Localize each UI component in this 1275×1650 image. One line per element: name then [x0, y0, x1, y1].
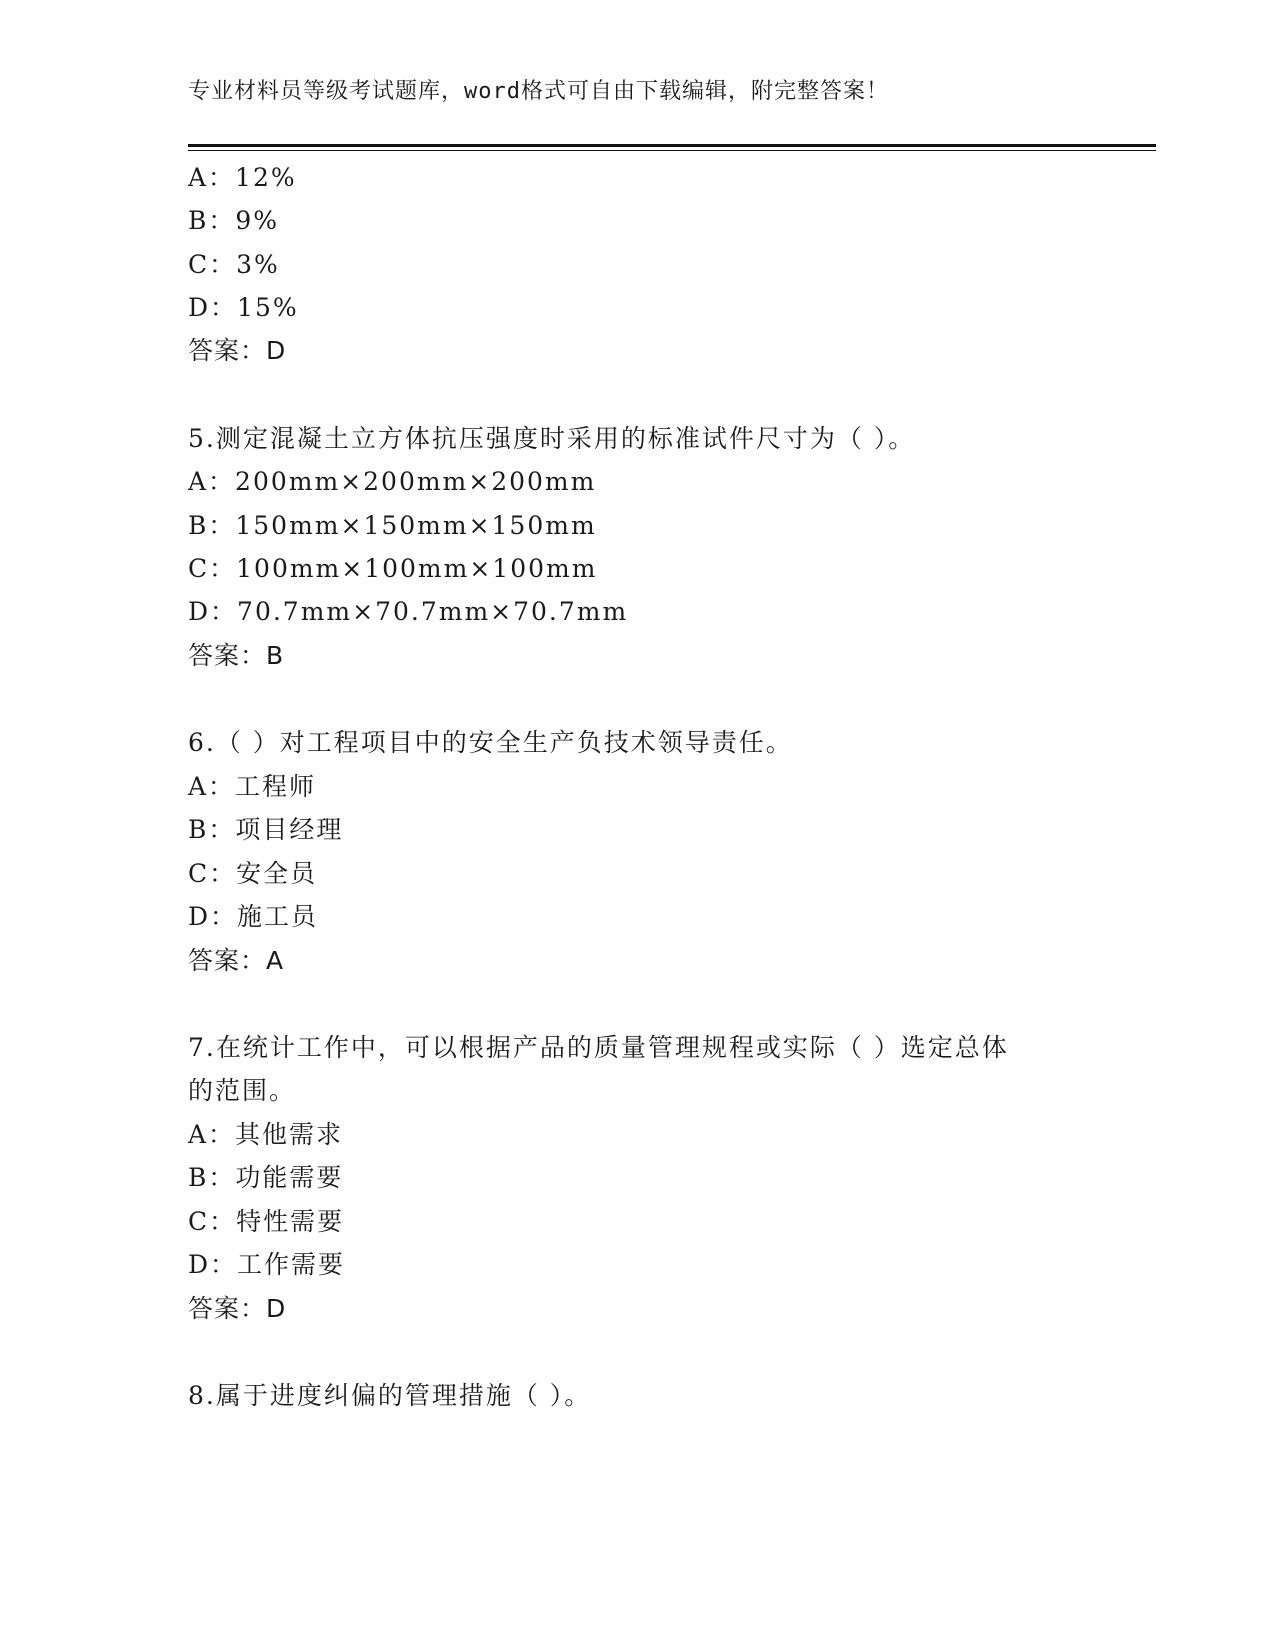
q6-answer: 答案：A	[188, 946, 285, 975]
q5-question: 5.测定混凝土立方体抗压强度时采用的标准试件尺寸为（ ）。	[188, 424, 916, 453]
page-header: 专业材料员等级考试题库，word格式可自由下载编辑，附完整答案！	[188, 79, 889, 104]
q5-answer: 答案：B	[188, 641, 285, 670]
q6-question: 6.（ ）对工程项目中的安全生产负技术领导责任。	[188, 728, 793, 757]
q5-option-a: A：200mm×200mm×200mm	[188, 467, 597, 496]
q6-option-a: A：工程师	[188, 772, 317, 801]
q7-question-line-2: 的范围。	[188, 1076, 297, 1105]
q7-option-c: C：特性需要	[188, 1207, 345, 1236]
header-rule-thin	[188, 150, 1156, 151]
q6-option-d: D：施工员	[188, 902, 319, 931]
q4-option-c: C：3%	[188, 250, 280, 279]
q4-option-b: B：9%	[188, 206, 280, 235]
q7-option-a: A：其他需求	[188, 1120, 344, 1149]
q8-question: 8.属于进度纠偏的管理措施（ ）。	[188, 1381, 592, 1410]
q5-option-d: D：70.7mm×70.7mm×70.7mm	[188, 597, 629, 626]
q4-option-d: D：15%	[188, 293, 299, 322]
q5-option-c: C：100mm×100mm×100mm	[188, 554, 598, 583]
header-rule-thick	[188, 144, 1156, 147]
q7-option-b: B：功能需要	[188, 1163, 344, 1192]
q6-option-b: B：项目经理	[188, 815, 344, 844]
q7-answer: 答案：D	[188, 1294, 287, 1323]
q4-option-a: A：12%	[188, 163, 297, 192]
q7-question-line-1: 7.在统计工作中，可以根据产品的质量管理规程或实际（ ）选定总体	[188, 1033, 1009, 1062]
q7-option-d: D：工作需要	[188, 1250, 346, 1279]
q5-option-b: B：150mm×150mm×150mm	[188, 511, 597, 540]
q6-option-c: C：安全员	[188, 859, 318, 888]
q4-answer: 答案：D	[188, 336, 287, 365]
